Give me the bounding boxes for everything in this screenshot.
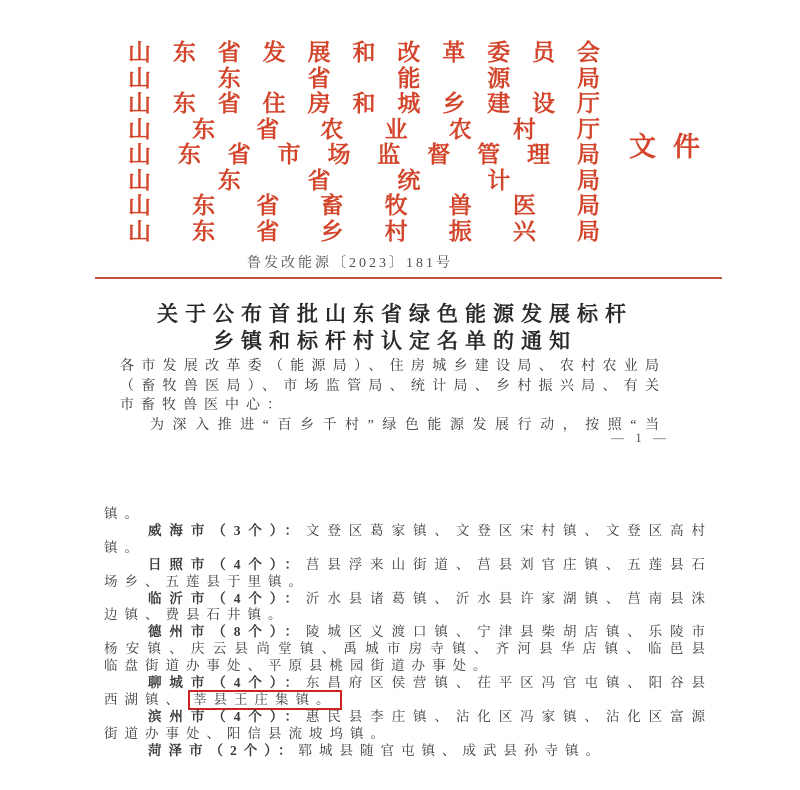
city-name: 临沂市（4个）：: [148, 590, 306, 606]
city-name: 聊城市（4个）：: [148, 675, 306, 691]
page-number: — 1 —: [611, 430, 670, 445]
line-text: 镇。: [104, 506, 145, 521]
list-line: [104, 743, 712, 760]
notice-title-line: 关于公布首批山东省绿色能源发展标杆: [157, 302, 633, 326]
agency-line: 山 东 省 市 场 监 督 管 理 局: [128, 142, 600, 167]
letterhead-agency-list: [128, 40, 600, 244]
list-line: [104, 709, 712, 726]
salutation-line: 各市发展改革委（能源局）、住房城乡建设局、农村农业局: [120, 359, 666, 374]
doc-type-label: 文件: [629, 132, 717, 162]
page1-body: [120, 357, 666, 435]
list-line: [104, 591, 712, 608]
agency-line: 山 东 省 农 业 农 村 厅: [128, 116, 600, 142]
list-line: [104, 658, 712, 675]
list-line: [104, 574, 712, 591]
line-text: 场乡、五莲县于里镇。: [104, 573, 309, 589]
list-line: [104, 506, 712, 523]
doc-number: 鲁发改能源〔2023〕181号: [247, 256, 453, 271]
notice-title-line: 乡镇和标杆村认定名单的通知: [213, 329, 577, 353]
city-name: 德州市（8个）：: [148, 624, 306, 640]
agency-line: 山 东 省 住 房 和 城 乡 建 设 厅: [128, 91, 600, 116]
list-line: [104, 692, 712, 709]
notice-title: [95, 301, 695, 355]
highlighted-town: 莘县王庄集镇。: [188, 690, 342, 710]
agency-line: 山 东 省 发 展 和 改 革 委 员 会: [128, 40, 600, 65]
city-name: 日照市（4个）：: [148, 556, 306, 572]
line-text: 边镇、费县石井镇。: [104, 607, 289, 623]
list-line: [104, 726, 712, 743]
line-text: 沂水县诸葛镇、沂水县许家湖镇、莒南县洙: [305, 590, 713, 606]
line-text: 杨安镇、庆云县尚堂镇、禹城市房寺镇、齐河县华店镇、临邑县: [104, 641, 712, 657]
agency-line: 山 东 省 能 源 局: [128, 65, 600, 91]
list-line: [104, 641, 712, 658]
list-line: [104, 624, 712, 641]
body-paragraph-line: 为深入推进“百乡千村”绿色能源发展行动，按照“当: [150, 417, 666, 433]
line-text: 镇。: [104, 539, 145, 555]
line-text: 东昌府区侯营镇、茌平区冯官屯镇、阳谷县: [305, 675, 713, 691]
list-line: [104, 557, 712, 574]
city-name: 滨州市（4个）：: [148, 708, 306, 724]
agency-line: 山 东 省 乡 村 振 兴 局: [128, 218, 600, 244]
agency-line: 山 东 省 统 计 局: [128, 167, 600, 193]
line-text: 西湖镇、: [104, 691, 186, 707]
line-text: 街道办事处、阳信县流坡坞镇。: [104, 725, 391, 741]
red-rule-divider: [95, 277, 722, 279]
line-text: 惠民县李庄镇、沾化区冯家镇、沾化区富源: [305, 708, 713, 724]
list-line: [104, 540, 712, 557]
page2-town-list: [104, 506, 712, 760]
city-name: 威海市（3个）：: [148, 522, 306, 538]
line-text: 文登区葛家镇、文登区宋村镇、文登区高村: [305, 522, 713, 538]
list-line: [104, 607, 712, 624]
line-text: 临盘街道办事处、平原县桃园街道办事处。: [104, 658, 494, 674]
line-text: 莒县浮来山街道、莒县刘官庄镇、五莲县石: [305, 556, 713, 572]
line-text: 郓城县随官屯镇、成武县孙寺镇。: [298, 742, 606, 758]
salutation-line: 市畜牧兽医中心：: [120, 398, 288, 413]
line-text: 陵城区义渡口镇、宁津县柴胡店镇、乐陵市: [305, 624, 713, 640]
list-line: [104, 523, 712, 540]
city-name: 菏泽市（2个）：: [148, 742, 299, 758]
agency-line: 山 东 省 畜 牧 兽 医 局: [128, 193, 600, 218]
salutation-line: （畜牧兽医局）、市场监管局、统计局、乡村振兴局、有关: [120, 378, 666, 394]
